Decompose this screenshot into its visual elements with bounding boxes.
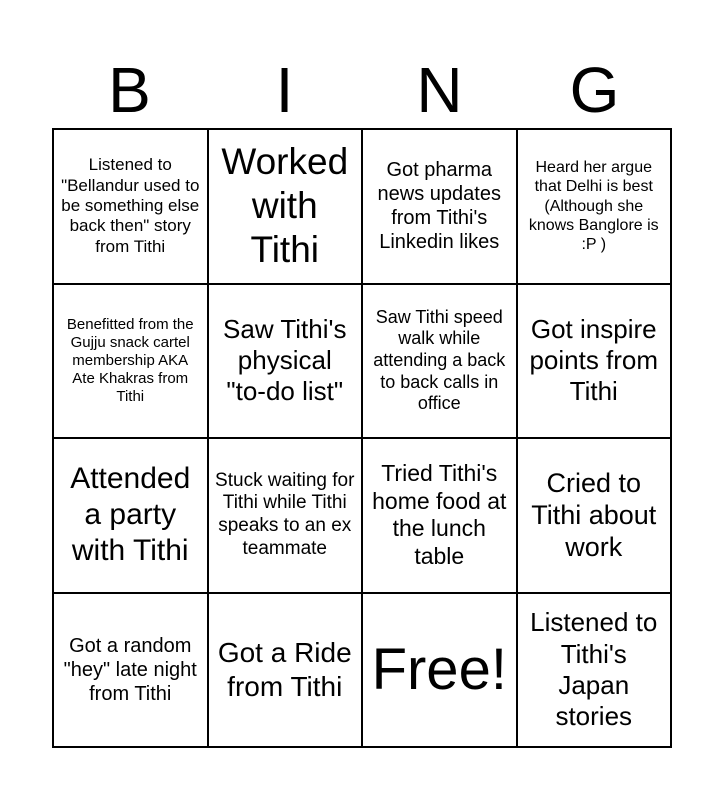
bingo-cell[interactable] <box>208 593 363 748</box>
bingo-cell[interactable] <box>362 284 517 439</box>
bingo-cell[interactable] <box>53 438 208 593</box>
bingo-header <box>52 52 672 128</box>
bingo-cell[interactable] <box>362 438 517 593</box>
cell-text: Got inspire points from Tithi <box>529 313 659 407</box>
bingo-cell[interactable] <box>517 593 672 748</box>
cell-text: Listened to "Bellandur used to be something else back then" story from Tithi <box>61 155 200 256</box>
cell-text: Got a random "hey" late night from Tithi <box>63 634 197 705</box>
cell-text: Cried to Tithi about work <box>531 467 657 563</box>
bingo-cell[interactable] <box>517 129 672 284</box>
bingo-cell[interactable] <box>53 593 208 748</box>
bingo-cell[interactable] <box>517 284 672 439</box>
cell-text: Heard her argue that Delhi is best (Although she knows Banglore is :P ) <box>528 159 659 254</box>
bingo-board <box>52 128 672 748</box>
header-letter-g: G <box>569 54 620 126</box>
cell-text: Tried Tithi's home food at the lunch table <box>372 460 507 569</box>
cell-text: Stuck waiting for Tithi while Tithi speaks to an ex teammate <box>215 469 355 560</box>
bingo-cell[interactable] <box>208 129 363 284</box>
bingo-cell[interactable] <box>53 284 208 439</box>
cell-text: Got a Ride from Tithi <box>217 637 352 702</box>
free-space-text: Free! <box>371 636 507 702</box>
cell-text: Benefitted from the Gujju snack cartel membership AKA Ate Khakras from Tithi <box>66 315 194 405</box>
bingo-cell[interactable] <box>517 438 672 593</box>
bingo-cell[interactable] <box>362 129 517 284</box>
cell-text: Got pharma news updates from Tithi's Linkedin likes <box>377 159 501 254</box>
free-space-cell[interactable] <box>362 593 517 748</box>
cell-text: Saw Tithi's physical "to-do list" <box>223 313 347 407</box>
bingo-cell[interactable] <box>208 284 363 439</box>
cell-text: Saw Tithi speed walk while attending a back to back calls in office <box>373 306 506 414</box>
header-letter-b: B <box>108 54 151 126</box>
cell-text: Worked with Tithi <box>221 140 349 271</box>
header-letter-i: I <box>275 54 294 126</box>
cell-text: Attended a party with Tithi <box>70 462 191 568</box>
bingo-cell[interactable] <box>208 438 363 593</box>
cell-text: Listened to Tithi's Japan stories <box>530 607 658 731</box>
bingo-cell[interactable] <box>53 129 208 284</box>
header-letter-n: N <box>416 54 463 126</box>
